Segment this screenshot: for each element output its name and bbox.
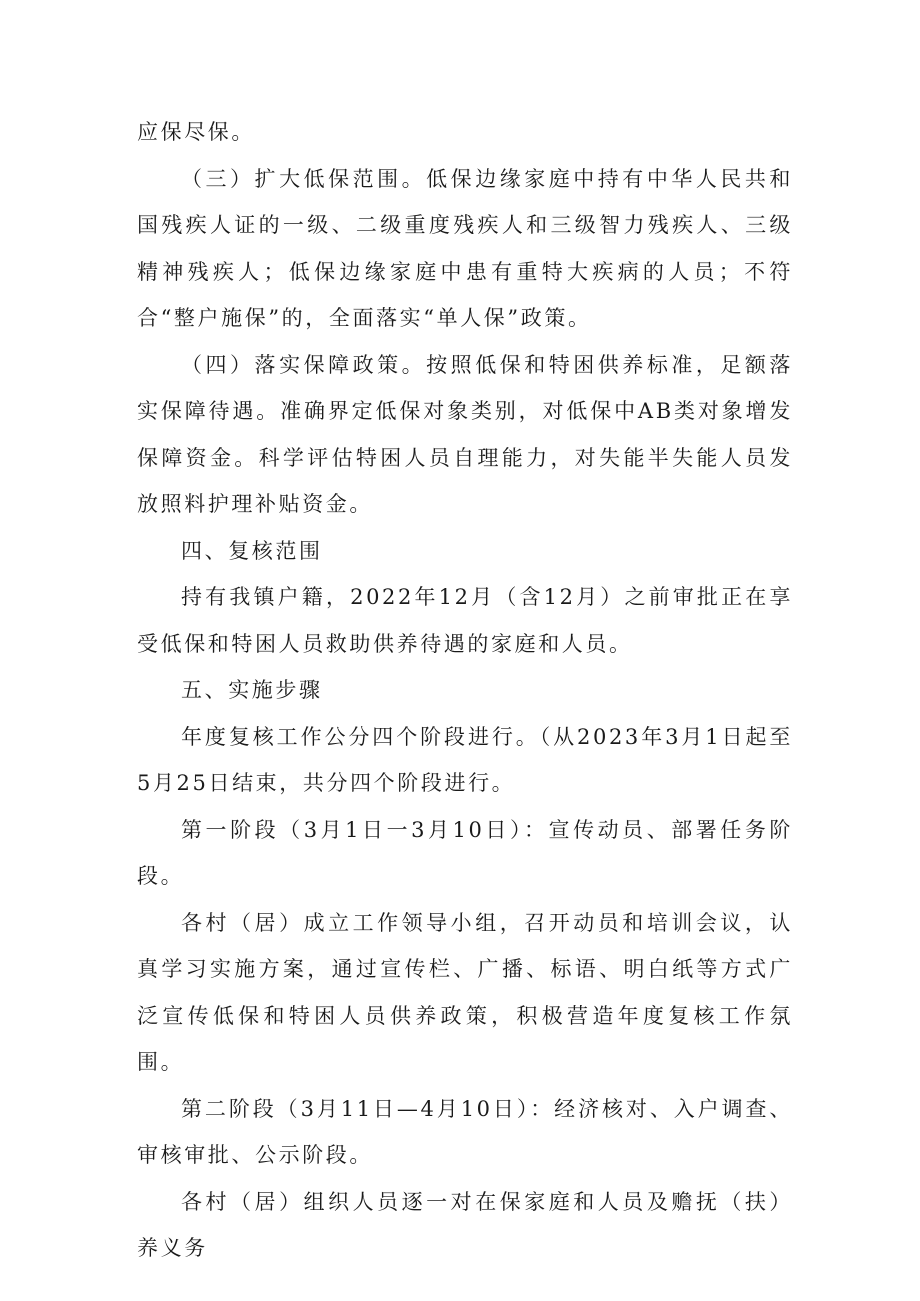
document-body [137,109,793,1272]
paragraph-implement-policy: （四）落实保障政策。按照低保和特困供养标准，足额落实保障待遇。准确界定低保对象类别，对低保中AB类对象增发保障资金。科学评估特困人员自理能力，对失能半失能人员发放照料护理补贴资金。 [137,352,793,516]
section-heading-review-scope: 四、复核范围 [181,538,323,563]
paragraph-stage-two-body: 各村（居）组织人员逐一对在保家庭和人员及赡抚（扶）养义务 [137,1189,793,1260]
paragraph-continuation: 应保尽保。 [137,120,255,144]
paragraph-review-scope: 持有我镇户籍，2022年12月（含12月）之前审批正在享受低保和特困人员救助供养待遇的家庭和人员。 [137,585,793,656]
paragraph-stage-two-heading: 第二阶段（3月11日—4月10日）：经济核对、入户调查、审核审批、公示阶段。 [137,1096,793,1167]
section-heading-implementation-steps: 五、实施步骤 [181,678,323,702]
paragraph-stage-one-body: 各村（居）成立工作领导小组，召开动员和培训会议，认真学习实施方案，通过宣传栏、广播、标语、明白纸等方式广泛宣传低保和特困人员供养政策，积极营造年度复核工作氛围。 [137,910,793,1074]
paragraph-stages-overview: 年度复核工作公分四个阶段进行。（从2023年3月1日起至5月25日结束，共分四个阶段进行。 [137,724,793,795]
paragraph-stage-one-heading: 第一阶段（3月1日一3月10日）：宣传动员、部署任务阶段。 [137,817,793,888]
paragraph-expand-coverage: （三）扩大低保范围。低保边缘家庭中持有中华人民共和国残疾人证的一级、二级重度残疾人和三级智力残疾人、三级精神残疾人；低保边缘家庭中患有重特大疾病的人员；不符合“整户施保”的，全面落实“单人保”政策。 [137,166,793,330]
